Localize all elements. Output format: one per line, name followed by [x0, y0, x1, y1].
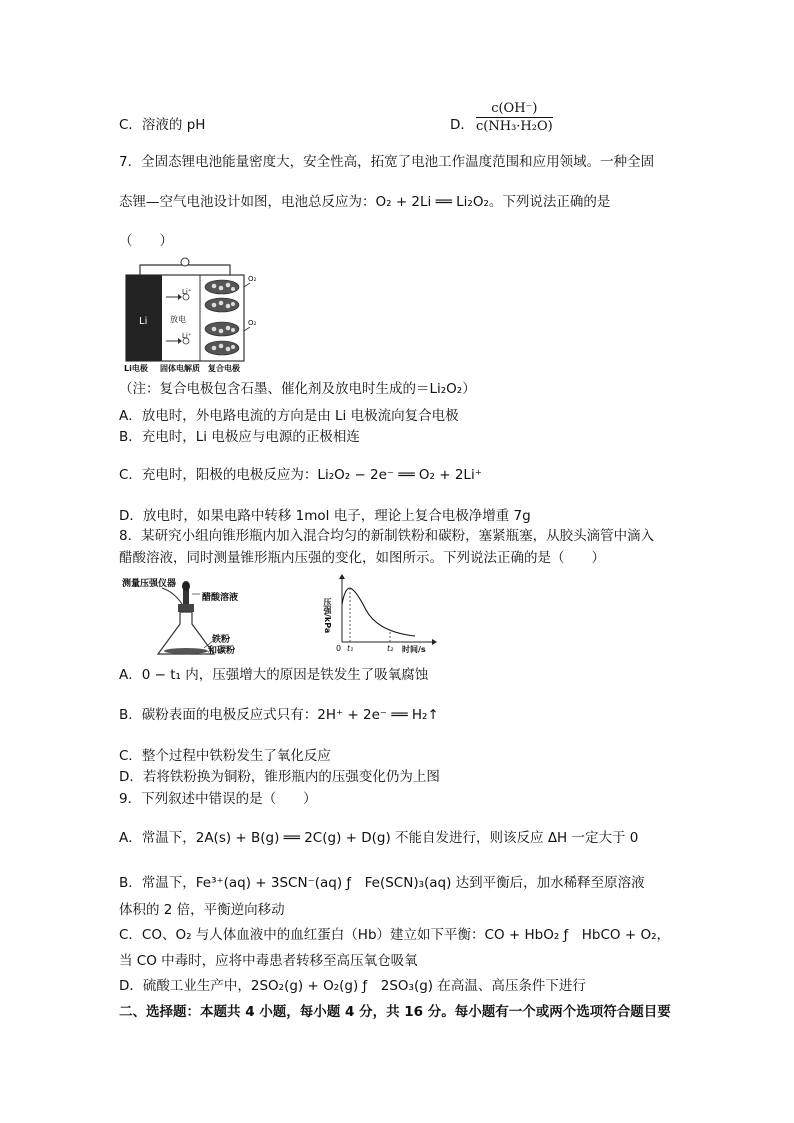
origin-label: 0 — [336, 644, 342, 653]
y-axis-label: 压强/kPa — [323, 598, 332, 634]
li-label: Li — [139, 316, 148, 327]
bulb-icon — [181, 258, 189, 266]
t2-label: t₂ — [387, 644, 394, 653]
caption-composite-electrode: 复合电极 — [208, 364, 240, 373]
q6-option-d-prefix: D． — [450, 117, 474, 133]
section-two-heading: 二、选择题：本题共 4 小题，每小题 4 分，共 16 分。每小题有一个或两个选项符合题目要 — [119, 1004, 671, 1020]
q8-stem-line2: 醋酸溶液，同时测量锥形瓶内压强的变化，如图所示。下列说法正确的是（ ） — [119, 550, 605, 566]
q9-option-b-line1: B．常温下，Fe³⁺(aq) + 3SCN⁻(aq) ƒ Fe(SCN)₃(aq) 达到平衡后，加水稀释至原溶液 — [119, 875, 645, 891]
device-label: 测量压强仪器 — [122, 579, 177, 589]
q6-option-c: C．溶液的 pH — [119, 117, 206, 133]
q7-option-b: B．充电时，Li 电极应与电源的正极相连 — [119, 429, 360, 445]
q9-option-d: D．硫酸工业生产中，2SO₂(g) + O₂(g) ƒ 2SO₃(g) 在高温、高压条件下进行 — [119, 978, 586, 994]
li-ion-bottom-label: Li⁺ — [182, 332, 192, 340]
discharge-label: 放电 — [170, 315, 186, 324]
battery-diagram-svg — [122, 255, 262, 375]
q7-stem-line2: 态锂—空气电池设计如图，电池总反应为：O₂ + 2Li ══ Li₂O₂。下列说法正确的是 — [119, 194, 611, 210]
q7-note: （注：复合电极包含石墨、催化剂及放电时生成的＝Li₂O₂） — [119, 381, 476, 397]
o2-top-label: O₂ — [248, 275, 257, 283]
pressure-curve — [342, 588, 415, 636]
battery-diagram — [122, 255, 262, 375]
q7-option-c: C．充电时，阳极的电极反应为：Li₂O₂ − 2e⁻ ══ O₂ + 2Li⁺ — [119, 467, 482, 483]
x-axis-label: 时间/s — [402, 645, 426, 654]
q9-option-c-line1: C．CO、O₂ 与人体血液中的血红蛋白（Hb）建立如下平衡：CO + HbO₂ ƒ HbCO + O₂， — [119, 927, 670, 943]
q7-stem-line1: 7．全固态锂电池能量密度大，安全性高，拓宽了电池工作温度范围和应用领域。一种全固 — [119, 154, 655, 170]
pressure-graph — [320, 574, 440, 658]
o2-bottom-label: O₂ — [248, 319, 257, 327]
flask-diagram — [122, 574, 262, 660]
q7-option-d: D．放电时，如果电路中转移 1mol 电子，理论上复合电极净增重 7g — [119, 508, 531, 524]
q9-option-b-line2: 体积的 2 倍，平衡逆向移动 — [119, 902, 285, 918]
q8-option-d: D．若将铁粉换为铜粉，锥形瓶内的压强变化仍为上图 — [119, 769, 440, 785]
q9-option-a: A．常温下，2A(s) + B(g) ══ 2C(g) + D(g) 不能自发进行，则该反应 ΔH 一定大于 0 — [119, 830, 639, 846]
q6-option-d-fraction — [476, 100, 553, 135]
li-ion-top-label: Li⁺ — [182, 288, 192, 296]
q8-option-c: C．整个过程中铁粉发生了氧化反应 — [119, 748, 331, 764]
q8-option-b: B．碳粉表面的电极反应式只有：2H⁺ + 2e⁻ ══ H₂↑ — [119, 707, 439, 723]
q8-option-a: A．0 − t₁ 内，压强增大的原因是铁发生了吸氧腐蚀 — [119, 667, 429, 683]
q8-stem-line1: 8．某研究小组向锥形瓶内加入混合均匀的新制铁粉和碳粉，塞紧瓶塞，从胶头滴管中滴入 — [119, 528, 655, 544]
q9-stem: 9．下列叙述中错误的是（ ） — [119, 791, 317, 807]
fraction-numerator: c(OH⁻) — [476, 100, 553, 118]
iron-powder-label: 铁粉 — [212, 635, 231, 645]
carbon-powder-label: 和碳粉 — [208, 646, 236, 656]
q7-option-a: A．放电时，外电路电流的方向是由 Li 电极流向复合电极 — [119, 408, 459, 424]
caption-electrolyte: 固体电解质 — [160, 364, 200, 373]
q9-option-c-line2: 当 CO 中毒时，应将中毒患者转移至高压氧仓吸氧 — [119, 953, 418, 969]
q7-stem-line3: （ ） — [119, 233, 173, 249]
caption-li-electrode: Li电极 — [124, 364, 148, 373]
fraction-denominator: c(NH₃·H₂O) — [476, 119, 553, 134]
t1-label: t₁ — [347, 644, 354, 653]
acid-label: 醋酸溶液 — [202, 593, 239, 603]
